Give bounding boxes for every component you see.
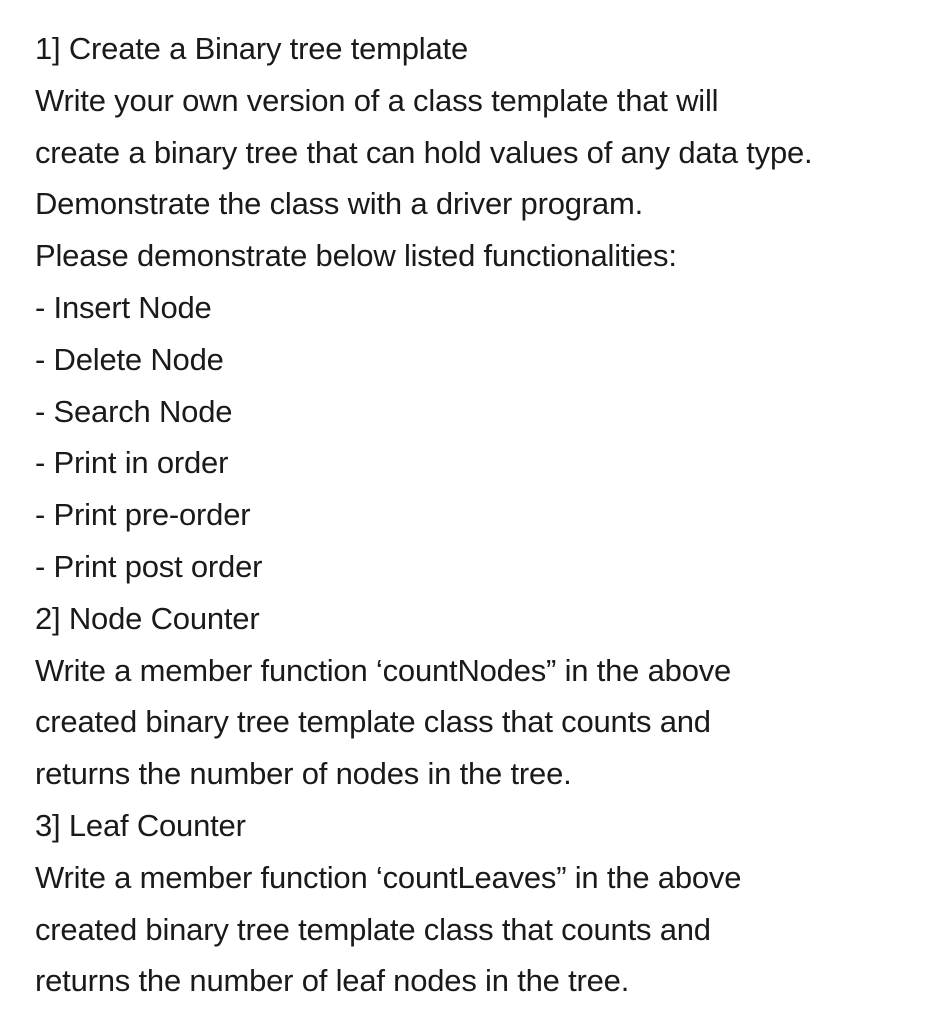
section-1-description-line-4: Please demonstrate below listed functionalities: — [35, 238, 677, 274]
functionality-print-in-order: - Print in order — [35, 445, 229, 481]
assignment-document — [35, 23, 915, 1007]
functionality-search-node: - Search Node — [35, 393, 233, 429]
section-1-description-line-2: create a binary tree that can hold values of any data type. — [35, 134, 813, 170]
section-2-description-line-2: created binary tree template class that counts and — [35, 704, 711, 740]
section-2-description-line-1: Write a member function ‘countNodes” in the above — [35, 652, 732, 688]
functionalities-list — [35, 282, 915, 593]
section-2-description-line-3: returns the number of nodes in the tree. — [35, 756, 572, 792]
section-3-description-line-2: created binary tree template class that counts and — [35, 911, 711, 947]
section-1-heading: 1] Create a Binary tree template — [35, 31, 468, 66]
section-3-description-line-3: returns the number of leaf nodes in the tree. — [35, 963, 630, 999]
section-3-description-line-1: Write a member function ‘countLeaves” in the above — [35, 859, 742, 895]
section-1-description-line-1: Write your own version of a class template that will — [35, 82, 719, 118]
section-3-heading: 3] Leaf Counter — [35, 807, 246, 843]
functionality-print-post-order: - Print post order — [35, 548, 263, 584]
functionality-delete-node: - Delete Node — [35, 341, 224, 377]
functionality-insert-node: - Insert Node — [35, 289, 212, 325]
section-2-heading: 2] Node Counter — [35, 600, 260, 636]
section-1-description-line-3: Demonstrate the class with a driver program. — [35, 186, 643, 222]
functionality-print-pre-order: - Print pre-order — [35, 497, 251, 533]
